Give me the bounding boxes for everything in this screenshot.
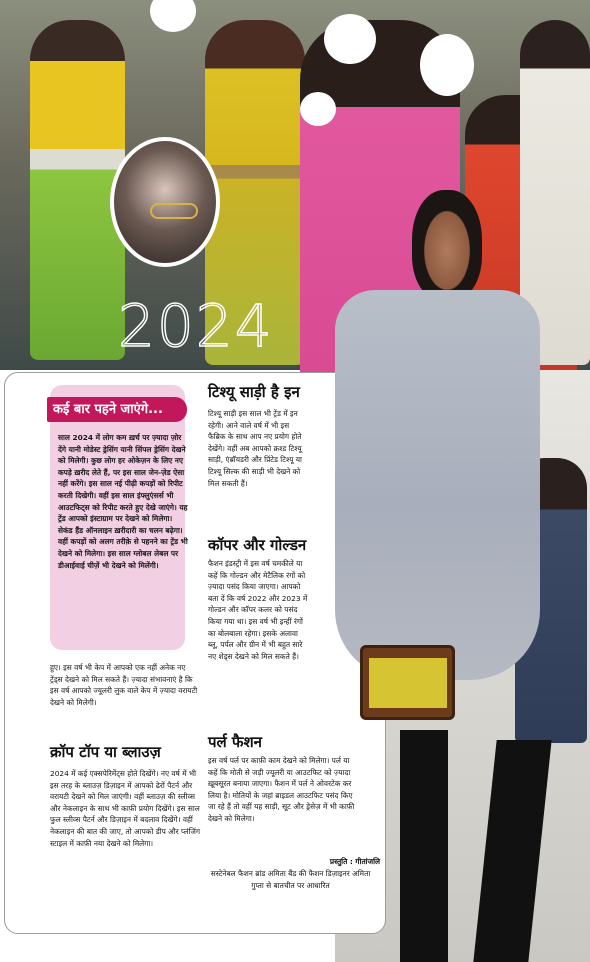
year-overlay: 2024: [118, 292, 274, 360]
left-column-heading: क्रॉप टॉप या ब्लाउज़: [50, 743, 161, 761]
decorative-circle: [420, 34, 474, 96]
sidebar-box-body: साल 2024 में लोग कम ख़र्च पर ज़्यादा ज़ोर देंगे यानी मोडेस्ट ड्रेसिंग यानी सिंपल ड्रेसिंग देखने को मिलेगी। कुछ लोग हर ओकेज़न के लिए नए कपड़े ख़रीद लेते हैं, पर इस साल जेन-ज़ेड ऐसा नहीं करेंगे। इस साल नई पीढ़ी कपड़ों को रिपीट करती दिखेगी। वहीं इस साल इंफ्लुएंसर्स भी आउटफिट्स को रिपीट करते हुए देखे जाएंगे। यह ट्रेंड आपको इंस्टाग्राम पर देखने को मिलेगा। सेकंड हैंड ऑनलाइन ख़रीदारी का चलन बढ़ेगा। वहीं कपड़ों को अलग तरीक़े से पहनने का ट्रेंड भी देखने को मिलेगा। इस साल ग्लोबल लेबल पर डीआईवाई चीज़ें भी देखने को मिलेंगी।: [58, 433, 188, 570]
decorative-circle: [324, 14, 376, 64]
section-body-pearl-fashion: इस वर्ष पर्ल पर काफ़ी काम देखने को मिलेगा। पर्ल या कहें कि मोती से जड़ी ज्यूलरी या आउटफिट को ज़्यादा ख़ूबसूरत बनाया जाएगा। फैशन में पर्ल ने ओवरटेक कर लिया है। मोतियों के जहां ब्राइडल आउटफिट पसंद किए जा रहे हैं तो वहीं यह साड़ी, सूट और ड्रेसेज़ में भी काफ़ी देखने को मिलेगा।: [208, 756, 355, 823]
central-model-handbag: [360, 645, 455, 720]
inset-portrait-sunglasses: [110, 137, 220, 267]
decorative-circle: [300, 92, 336, 126]
handbag-panel: [369, 658, 447, 708]
sunglasses-detail: [150, 203, 198, 219]
left-column-intro: हुए। इस वर्ष भी केप में आपको एक नहीं अनेक नए ट्रेंड्स देखने को मिल सकते हैं। ज़्यादा संभावनाएं है कि इस वर्ष आपको ज्यूलरी लुक वाले केप में ज़्यादा वरायटी देखने को मिलेगी।: [50, 663, 198, 707]
central-model-left-boot: [400, 730, 448, 962]
article-credit-label: [250, 856, 380, 868]
section-heading-pearl-fashion: पर्ल फैशन: [208, 733, 263, 751]
left-column-body: 2024 में कई एक्सपेरिमेंट्स होते दिखेंगे। नए वर्ष में भी इस तरह के ब्लाउज़ डिज़ाइन में आपको ढेरों पैटर्न और वरायटी देखने को मिल जाएंगी। वहीं ब्लाउज़ की स्लीव्स और नेकलाइन के साथ भी काफ़ी प्रयोग दिखेंगे। इस साल फुल स्लीव्स पैटर्न और डिज़ाइन में बदलाव दिखेंगे। वहीं नेकलाइन की बात की जाए, तो आपको डीप और प्लंजिंग स्टाइल में काफ़ी नया देखने को मिलेगा।: [50, 769, 201, 848]
section-heading-tissue-saree: टिश्यू साड़ी है इन: [208, 383, 300, 401]
section-heading-copper-golden: कॉपर और गोल्डन: [208, 536, 307, 554]
central-model-grey-dress: [335, 290, 540, 680]
sidebar-box-title: कई बार पहने जाएंगे...: [47, 397, 187, 422]
central-model-head: [412, 190, 482, 300]
section-body-copper-golden: फैशन इंडस्ट्री में इस वर्ष चमकीले या कहें कि गोल्डन और मेटैलिक रंगों को ज़्यादा पसंद किया जाएगा। आपको बता दें कि वर्ष 2022 और 2023 में गोल्डन और कॉपर कलर को पसंद किया गया था। इस वर्ष भी इन्हीं रंगों का बोलबाला रहेगा। इसके अलावा ब्लू, पर्पल और ग्रीन में भी बहुत सारे नए शेड्स देखने को मिल सकते हैं।: [208, 559, 308, 661]
section-body-tissue-saree: टिश्यू साड़ी इस साल भी ट्रेंड में इन रहेगी। आने वाले वर्ष में भी इस फैब्रिक के साथ आप नए प्रयोग होते देखेंगे। वहीं अब आपको क्रश्ड टिश्यू साड़ी, एंब्रॉयडरी और प्रिंटेड टिश्यू या टिश्यू सिल्क की साड़ी भी देखने को मिल सकती हैं।: [208, 409, 302, 488]
credit-author: प्रस्तुति : गीतांजलि: [329, 857, 380, 866]
article-credit-body: सस्टेनेबल फैशन ब्रांड अमिता बैंड की फैशन डिज़ाइनर अमिता गुप्ता से बातचीत पर आधारित: [210, 869, 371, 890]
